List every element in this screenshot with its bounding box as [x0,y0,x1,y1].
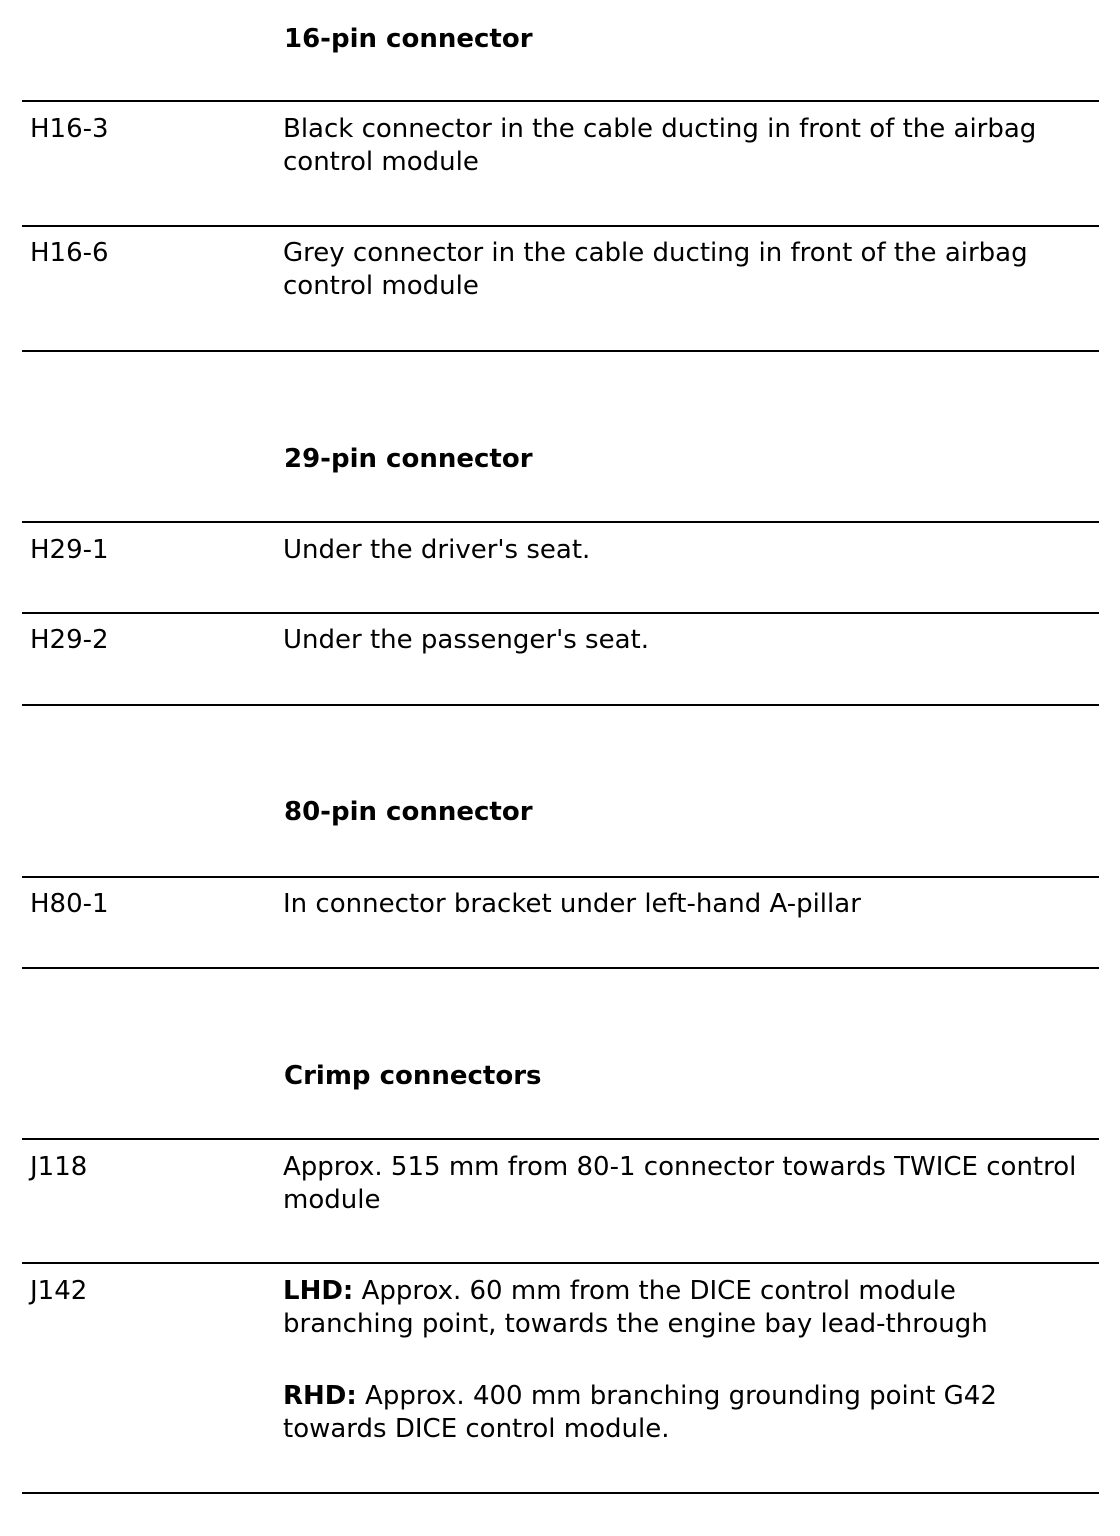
table-rule [22,521,1099,523]
connector-code: H29-1 [30,535,109,565]
connector-code: H16-3 [30,114,109,144]
connector-code: H29-2 [30,625,109,655]
table-rule [22,350,1099,352]
rhd-text: Approx. 400 mm branching grounding point G42 towards DICE control module. [283,1381,997,1444]
lhd-note [283,1275,1093,1341]
section-heading-16-pin: 16-pin connector [284,24,533,54]
section-heading-crimp: Crimp connectors [284,1061,542,1091]
connector-description: Under the driver's seat. [283,535,591,565]
lhd-label: LHD: [283,1276,354,1306]
table-rule [22,704,1099,706]
connector-code: J118 [30,1152,88,1182]
section-heading-29-pin: 29-pin connector [284,444,533,474]
rhd-note [283,1380,1093,1446]
table-rule [22,1138,1099,1140]
lhd-text: Approx. 60 mm from the DICE control module branching point, towards the engine bay lead-through [283,1276,988,1339]
table-rule [22,876,1099,878]
table-rule [22,1262,1099,1264]
rhd-label: RHD: [283,1381,357,1411]
table-rule [22,612,1099,614]
connector-code: H80-1 [30,889,109,919]
connector-code: J142 [30,1276,88,1306]
connector-description: In connector bracket under left-hand A-pillar [283,889,861,919]
table-rule [22,225,1099,227]
connector-description: Approx. 515 mm from 80-1 connector towards TWICE control module [283,1152,1077,1215]
connector-description: Black connector in the cable ducting in front of the airbag control module [283,114,1037,177]
connector-description: Under the passenger's seat. [283,625,649,655]
connector-code: H16-6 [30,238,109,268]
section-heading-80-pin: 80-pin connector [284,797,533,827]
table-rule [22,100,1099,102]
table-rule [22,967,1099,969]
connector-description [283,1275,1093,1446]
table-rule [22,1492,1099,1494]
connector-description: Grey connector in the cable ducting in front of the airbag control module [283,238,1028,301]
